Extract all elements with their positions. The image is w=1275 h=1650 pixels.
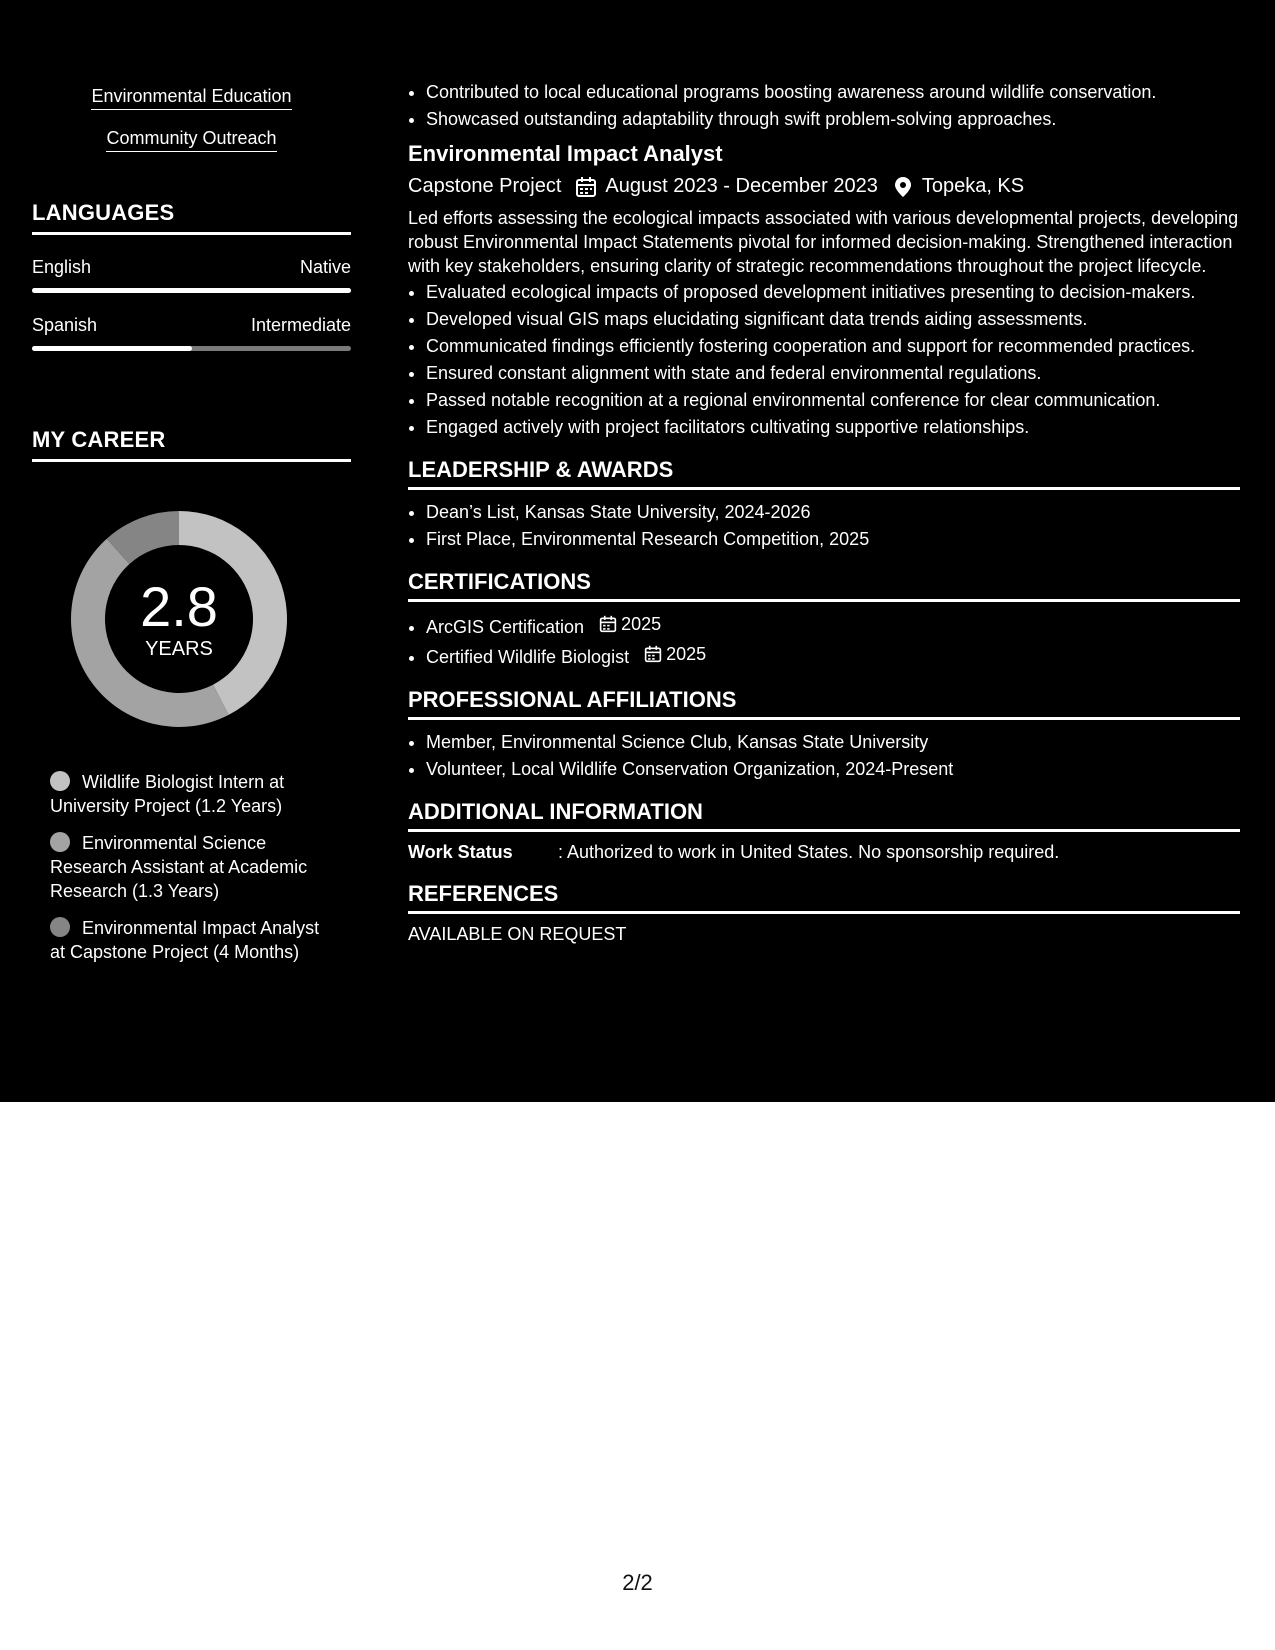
page-number: 2/2 bbox=[622, 1570, 653, 1595]
references-heading: REFERENCES bbox=[408, 881, 1240, 914]
certification-year: 2025 bbox=[599, 612, 661, 636]
career-legend-item bbox=[50, 831, 330, 903]
bullet-item: • Showcased outstanding adaptability through swift problem-solving approaches. bbox=[426, 107, 1240, 131]
bullet-item: • Member, Environmental Science Club, Kansas State University bbox=[426, 730, 1240, 754]
job-company: Capstone Project bbox=[408, 175, 562, 197]
legend-dot-icon bbox=[50, 771, 70, 791]
career-total bbox=[64, 504, 294, 734]
language-bar-fill bbox=[32, 288, 351, 293]
skill-item: Community Outreach bbox=[106, 128, 276, 152]
leadership-list bbox=[408, 500, 1240, 551]
certification-item bbox=[426, 612, 1240, 639]
bullet-item: • Evaluated ecological impacts of proposed development initiatives presenting to decision-makers. bbox=[426, 280, 1240, 304]
leadership-heading: LEADERSHIP & AWARDS bbox=[408, 457, 1240, 490]
work-status-label: Work Status bbox=[408, 842, 513, 862]
job-title: Environmental Impact Analyst bbox=[408, 141, 723, 166]
bullet-item: • Volunteer, Local Wildlife Conservation Organization, 2024-Present bbox=[426, 757, 1240, 781]
affiliations-list bbox=[408, 730, 1240, 781]
certifications-heading: CERTIFICATIONS bbox=[408, 569, 1240, 602]
work-status-row bbox=[408, 842, 1240, 863]
career-legend-item bbox=[50, 916, 330, 964]
language-level: Intermediate bbox=[250, 315, 351, 335]
references-text: AVAILABLE ON REQUEST bbox=[408, 924, 627, 944]
career-heading: MY CAREER bbox=[32, 427, 351, 462]
career-legend-item bbox=[50, 770, 330, 818]
career-total-unit: YEARS bbox=[145, 637, 213, 660]
sidebar bbox=[32, 82, 351, 977]
certifications-list bbox=[408, 612, 1240, 669]
job-dates: August 2023 - December 2023 bbox=[605, 175, 878, 197]
bullet-item: • Contributed to local educational programs boosting awareness around wildlife conservation. bbox=[426, 80, 1240, 104]
certification-item bbox=[426, 642, 1240, 669]
previous-job-bullets bbox=[408, 80, 1240, 131]
bullet-item: • Passed notable recognition at a regional environmental conference for clear communication. bbox=[426, 388, 1240, 412]
career-legend-label: Environmental Impact Analyst at Capstone Project (4 Months) bbox=[50, 918, 320, 962]
bullet-item: • Engaged actively with project facilitators cultivating supportive relationships. bbox=[426, 415, 1240, 439]
career-donut-chart bbox=[64, 504, 294, 734]
bullet-item: • Ensured constant alignment with state and federal environmental regulations. bbox=[426, 361, 1240, 385]
calendar-icon bbox=[599, 615, 617, 633]
languages-heading: LANGUAGES bbox=[32, 200, 351, 235]
career-total-value: 2.8 bbox=[140, 574, 218, 638]
work-status-value: : Authorized to work in United States. No sponsorship required. bbox=[558, 842, 1060, 862]
affiliations-heading: PROFESSIONAL AFFILIATIONS bbox=[408, 687, 1240, 720]
career-legend-label: Wildlife Biologist Intern at University Project (1.2 Years) bbox=[50, 772, 285, 816]
calendar-icon bbox=[644, 645, 662, 663]
bullet-item: • Communicated findings efficiently fostering cooperation and support for recommended practices. bbox=[426, 334, 1240, 358]
career-legend-label: Environmental Science Research Assistant at Academic Research (1.3 Years) bbox=[50, 833, 308, 901]
legend-dot-icon bbox=[50, 917, 70, 937]
job-description: Led efforts assessing the ecological impacts associated with various developmental projects, developing robust Environmental Impact Statements pivotal for informed decision-making. Strengthened interaction with key stakeholders, ensuring clarity of strategic recommendations throughout the project lifecycle. bbox=[408, 208, 1239, 276]
language-english bbox=[32, 257, 351, 293]
language-name: Spanish bbox=[32, 315, 98, 335]
job-bullets bbox=[408, 280, 1240, 439]
job-meta bbox=[408, 175, 1240, 198]
certification-name: ArcGIS Certification bbox=[426, 617, 585, 637]
language-bar bbox=[32, 288, 351, 293]
calendar-icon bbox=[575, 176, 597, 198]
additional-info-heading: ADDITIONAL INFORMATION bbox=[408, 799, 1240, 832]
job-location: Topeka, KS bbox=[921, 175, 1025, 197]
certification-name: Certified Wildlife Biologist bbox=[426, 647, 630, 667]
language-level: Native bbox=[299, 257, 351, 277]
bullet-item: • First Place, Environmental Research Competition, 2025 bbox=[426, 527, 1240, 551]
skill-links bbox=[32, 82, 351, 166]
skill-item: Environmental Education bbox=[91, 86, 291, 110]
bullet-item: • Developed visual GIS maps elucidating significant data trends aiding assessments. bbox=[426, 307, 1240, 331]
language-name: English bbox=[32, 257, 92, 277]
career-legend bbox=[50, 770, 330, 964]
location-pin-icon bbox=[892, 176, 914, 198]
certification-year: 2025 bbox=[644, 642, 706, 666]
legend-dot-icon bbox=[50, 832, 70, 852]
bullet-item: • Dean’s List, Kansas State University, 2024-2026 bbox=[426, 500, 1240, 524]
language-bar-fill bbox=[32, 346, 192, 351]
main-content bbox=[408, 80, 1240, 945]
language-spanish bbox=[32, 315, 351, 351]
language-bar bbox=[32, 346, 351, 351]
